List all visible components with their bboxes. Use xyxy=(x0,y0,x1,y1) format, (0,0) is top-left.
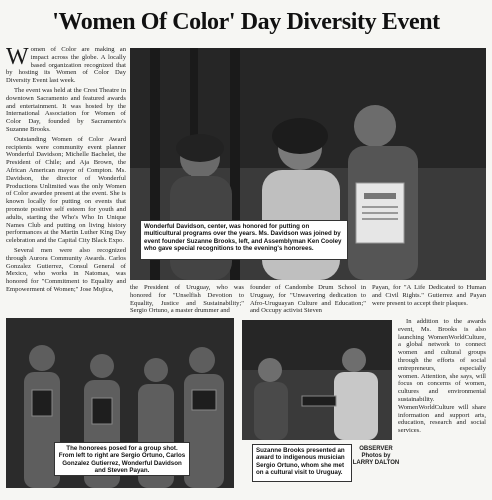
award-photo-caption: Suzanne Brooks presented an award to indigenous musician Sergio Ortuno, whom she met on a cultural visit to Uruguay. xyxy=(252,444,352,482)
article-paragraph-4: Several men were also recognized through Aurora Community Awards. Carlos Gonzalez Gutierrez, Consul General of Mexico, who works in Natomas, was honored for "Commitment to Equality and Empowerment of Women;" Jose Mujica, xyxy=(6,246,126,293)
group-photo-caption: The honorees posed for a group shot. From left to right are Sergio Ortuno, Carlos Gonzalez Gutierrez, Wonderful Davidson and Steven Payan. xyxy=(54,442,190,476)
drop-cap: W xyxy=(6,44,29,70)
mid-text-column-2: founder of Candombe Drum School in Uruguay, for "Unwavering dedication to Afro-Uruguayan Culture and Education;" and Occupy activist Steven xyxy=(250,284,366,315)
credit-photos-by: Photos by xyxy=(361,453,391,459)
mid-text-column-3: Payan, for "A Life Dedicated to Human and Civil Rights." Gutierrez and Payan were present to accept their plaques. xyxy=(372,284,486,307)
photo-credit xyxy=(352,446,400,470)
article-paragraph-1: Women of Color are making an impact across the globe. A locally based organization recognized that by hosting its Women of Color Day Diversity Event last week. xyxy=(6,44,126,85)
award-photo-image xyxy=(242,320,392,440)
credit-photographer: LARRY DALTON xyxy=(352,460,400,466)
award-photo xyxy=(242,320,392,440)
article-paragraph-2: The event was held at the Crest Theatre in downtown Sacramento and featured awards and entertainment. It was hosted by the International Association for Women of Color Day, founded by Sacramento's Suzanne Brooks. xyxy=(6,86,126,133)
left-article-column xyxy=(6,44,126,293)
credit-observer: OBSERVER xyxy=(359,446,393,452)
right-article-column xyxy=(398,318,486,468)
article-paragraph-3: Outstanding Women of Color Award recipients were community event planner Wonderful Davidson; Michelle Bachelet, the President of Chile; and Aja Brown, the African American mayor of Compton. Ms. Davidson, the director of Wonderful Productions Unlimited was the only Women of Color awardee present at the event. She is known locally for putting on events that promote positive self esteem for youth and adults, starting the Who's Who In Unique Names Club and putting on living history performances at the Martin Luther King Day celebration and the Capital City Black Expo. xyxy=(6,135,126,245)
main-photo-caption: Wonderful Davidson, center, was honored for putting on multicultural programs over the years. Ms. Davidson was joined by event founder Suzanne Brooks, left, and Assemblyman Ken Cooley who gave special recognitions to the evening's honorees. xyxy=(140,220,348,260)
mid-text-column-1: the President of Uruguay, who was honored for "Unselfish Devotion to Equality, Justice and Sustainability;" Sergio Ortuno, a master drummer and xyxy=(130,284,244,315)
headline: 'Women Of Color' Day Diversity Event xyxy=(52,9,440,35)
article-paragraph-5: In addition to the awards event, Ms. Brooks is also launching WomenWorldCulture, a global network to connect women and cultural groups through the efforts of social entrepreneurs, especially women. Attention, she says, will focus on concerns of women, cultures and environmental sustainability. WomenWorldCulture will share information and support arts, education, research and social services. xyxy=(398,318,486,435)
